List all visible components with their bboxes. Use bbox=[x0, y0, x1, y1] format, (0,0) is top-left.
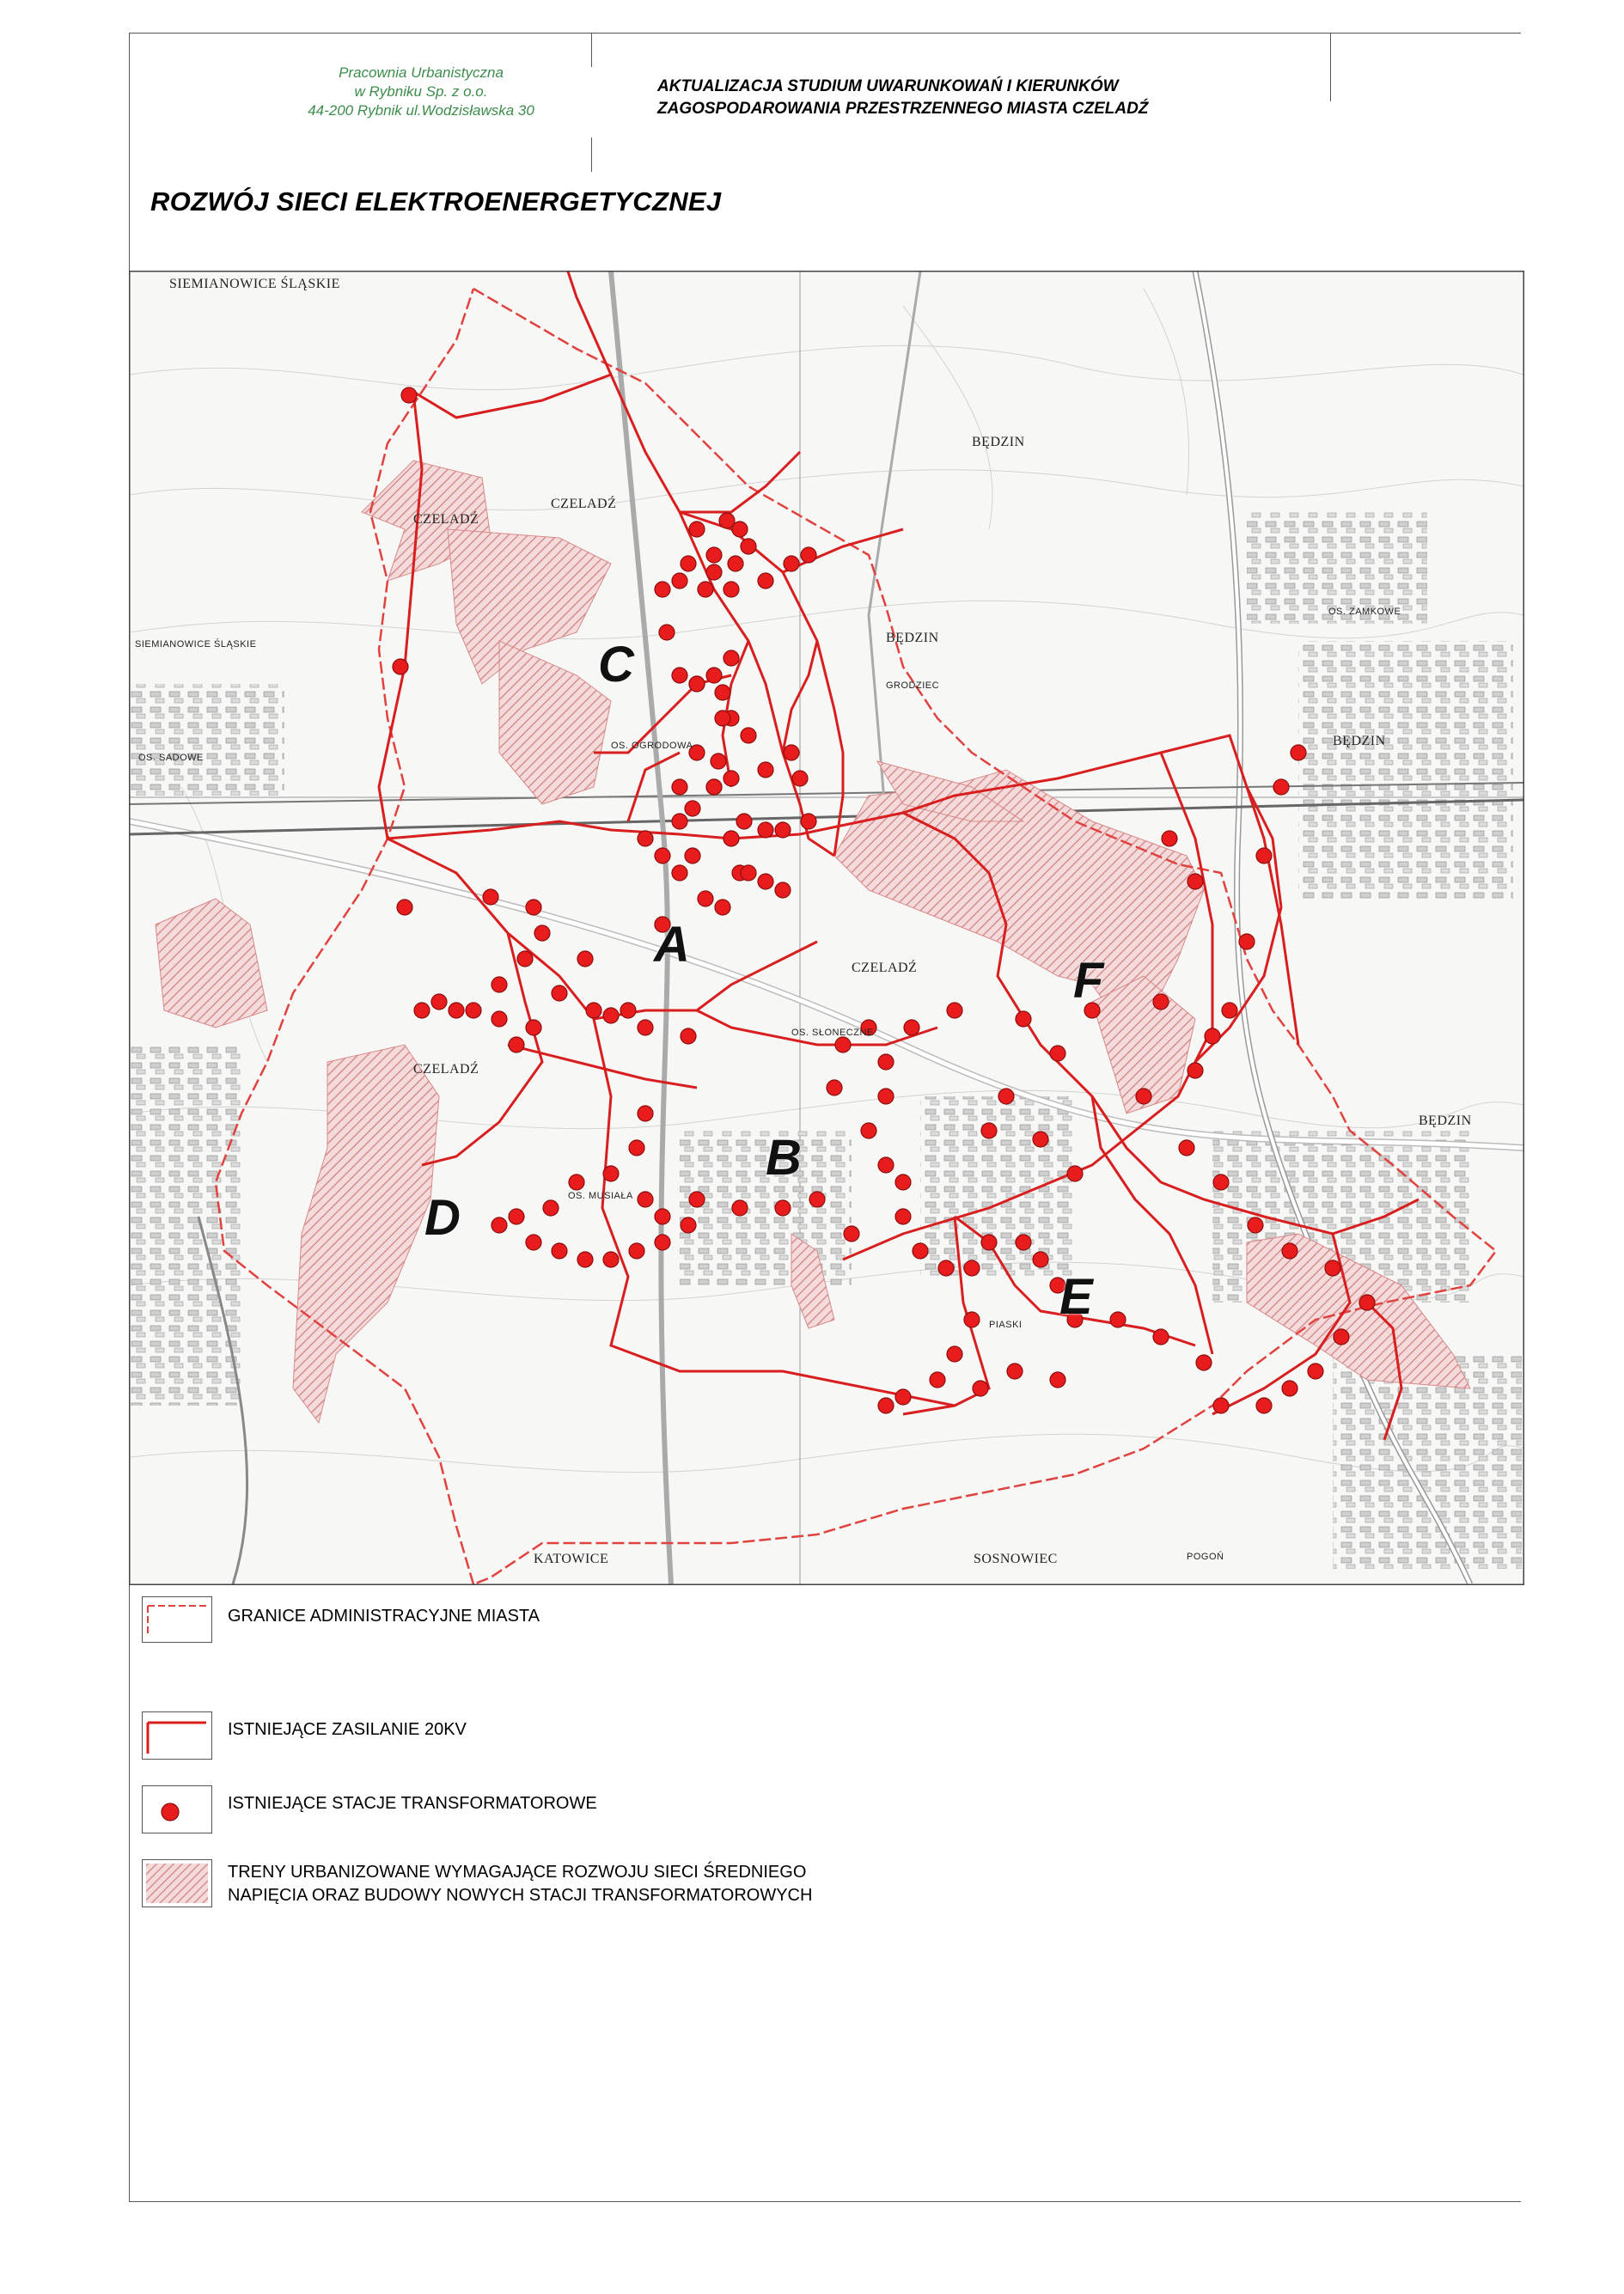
transformer-station bbox=[1248, 1217, 1263, 1233]
transformer-station bbox=[1256, 1398, 1272, 1413]
company-line-1: Pracownia Urbanistyczna bbox=[339, 64, 504, 81]
transformer-station bbox=[1205, 1028, 1220, 1044]
transformer-station bbox=[1273, 779, 1289, 795]
transformer-station bbox=[913, 1243, 928, 1259]
transformer-station bbox=[491, 1217, 507, 1233]
transformer-station bbox=[672, 668, 687, 683]
transformer-station bbox=[784, 745, 799, 760]
transformer-station bbox=[577, 1252, 593, 1267]
transformer-station bbox=[681, 1028, 696, 1044]
place-label: BĘDZIN bbox=[972, 435, 1025, 449]
transformer-station bbox=[732, 522, 748, 537]
transformer-station bbox=[685, 848, 700, 863]
place-label: CZELADŹ bbox=[852, 961, 918, 975]
transformer-station bbox=[1308, 1364, 1323, 1379]
legend-label-line-1: TRENY URBANIZOWANE WYMAGAJĄCE ROZWOJU SIECI ŚREDNIEGO bbox=[228, 1863, 807, 1882]
transformer-station bbox=[1359, 1295, 1375, 1310]
transformer-station bbox=[603, 1166, 619, 1181]
header-divider-1 bbox=[591, 33, 592, 67]
transformer-station bbox=[861, 1123, 876, 1138]
transformer-station bbox=[552, 1243, 567, 1259]
transformer-station bbox=[728, 556, 743, 571]
header-divider-2 bbox=[591, 137, 592, 172]
transformer-station bbox=[638, 1192, 653, 1207]
transformer-station bbox=[1291, 745, 1306, 760]
legend-label-line-2: NAPIĘCIA ORAZ BUDOWY NOWYCH STACJI TRANSFORMATOROWYCH bbox=[228, 1886, 813, 1905]
transformer-station bbox=[509, 1209, 524, 1224]
transformer-station bbox=[1213, 1174, 1229, 1190]
transformer-station bbox=[517, 951, 533, 967]
transformer-station bbox=[659, 625, 675, 640]
transformer-station bbox=[706, 668, 722, 683]
transformer-station bbox=[483, 889, 498, 905]
legend-label: ISTNIEJĄCE STACJE TRANSFORMATOROWE bbox=[228, 1794, 597, 1813]
transformer-station bbox=[1033, 1252, 1048, 1267]
transformer-station bbox=[401, 387, 417, 403]
transformer-station bbox=[603, 1252, 619, 1267]
transformer-station bbox=[1213, 1398, 1229, 1413]
place-label: KATOWICE bbox=[534, 1552, 609, 1566]
transformer-station bbox=[672, 865, 687, 881]
transformer-station bbox=[758, 822, 773, 838]
transformer-station bbox=[672, 814, 687, 829]
transformer-station bbox=[1050, 1372, 1065, 1388]
company-line-3: 44-200 Rybnik ul.Wodzisławska 30 bbox=[308, 102, 534, 119]
transformer-station bbox=[689, 522, 705, 537]
transformer-station bbox=[706, 547, 722, 563]
transformer-station bbox=[706, 779, 722, 795]
zone-letter: F bbox=[1073, 953, 1104, 1009]
transformer-station bbox=[1110, 1312, 1126, 1327]
transformer-station bbox=[1050, 1046, 1065, 1061]
transformer-station bbox=[895, 1389, 911, 1405]
transformer-station bbox=[638, 1106, 653, 1121]
transformer-station bbox=[543, 1200, 559, 1216]
transformer-station bbox=[895, 1209, 911, 1224]
transformer-station bbox=[1033, 1132, 1048, 1147]
transformer-station bbox=[801, 547, 816, 563]
transformer-station bbox=[715, 685, 730, 700]
transformer-station bbox=[715, 900, 730, 915]
transformer-station bbox=[792, 771, 808, 786]
district-label: PIASKI bbox=[989, 1320, 1023, 1330]
transformer-station bbox=[526, 1235, 541, 1250]
legend-label: GRANICE ADMINISTRACYJNE MIASTA bbox=[228, 1607, 540, 1626]
transformer-station bbox=[586, 1003, 601, 1018]
transformer-station bbox=[998, 1089, 1014, 1104]
transformer-station bbox=[784, 556, 799, 571]
transformer-station bbox=[1282, 1243, 1297, 1259]
roads bbox=[130, 271, 1523, 1584]
map-drawing bbox=[130, 271, 1523, 1584]
transformer-station bbox=[685, 801, 700, 816]
transformer-station bbox=[638, 831, 653, 846]
transformer-station bbox=[672, 573, 687, 589]
transformer-station bbox=[672, 779, 687, 795]
zone-letter: B bbox=[766, 1130, 802, 1186]
district-label: OS. OGRODOWA bbox=[611, 741, 693, 751]
zone-letter: D bbox=[424, 1190, 461, 1246]
transformer-station bbox=[509, 1037, 524, 1052]
transformer-station bbox=[689, 676, 705, 692]
transformer-station bbox=[736, 814, 752, 829]
transformer-station bbox=[938, 1260, 954, 1276]
transformer-station bbox=[1153, 1329, 1169, 1345]
transformer-station bbox=[1325, 1260, 1340, 1276]
company-info bbox=[284, 64, 559, 120]
map-panel bbox=[129, 271, 1524, 1585]
transformer-station bbox=[895, 1174, 911, 1190]
transformer-station bbox=[1007, 1364, 1023, 1379]
transformer-station bbox=[1282, 1381, 1297, 1396]
transformer-station bbox=[681, 1217, 696, 1233]
project-line-2: ZAGOSPODAROWANIA PRZESTRZENNEGO MIASTA CZELADŹ bbox=[657, 100, 1149, 118]
transformer-station bbox=[930, 1372, 945, 1388]
transformer-station bbox=[981, 1123, 997, 1138]
transformer-station bbox=[698, 891, 713, 906]
place-label: CZELADŹ bbox=[413, 1062, 479, 1077]
transformer-station bbox=[526, 900, 541, 915]
transformer-station bbox=[1187, 874, 1203, 889]
company-line-2: w Rybniku Sp. z o.o. bbox=[354, 83, 488, 100]
transformer-station bbox=[1016, 1235, 1031, 1250]
transformer-station bbox=[569, 1174, 584, 1190]
transformer-station bbox=[1016, 1011, 1031, 1027]
transformer-station bbox=[801, 814, 816, 829]
transformer-station bbox=[715, 711, 730, 726]
transformer-station bbox=[603, 1008, 619, 1023]
transformer-station bbox=[552, 985, 567, 1001]
zone-letter: A bbox=[654, 917, 690, 973]
transformer-station bbox=[964, 1312, 980, 1327]
transformer-station bbox=[638, 1020, 653, 1035]
grid-lines bbox=[130, 271, 1523, 1584]
transformer-station bbox=[723, 650, 739, 666]
transformer-station bbox=[723, 582, 739, 597]
transformer-station bbox=[491, 977, 507, 992]
legend-swatch-stations bbox=[142, 1785, 212, 1833]
transformer-station bbox=[878, 1054, 894, 1070]
transformer-station bbox=[878, 1089, 894, 1104]
place-label: SOSNOWIEC bbox=[974, 1552, 1058, 1566]
transformer-station bbox=[449, 1003, 464, 1018]
transformer-station bbox=[732, 1200, 748, 1216]
transformer-station bbox=[706, 564, 722, 580]
transformer-station bbox=[526, 1020, 541, 1035]
transformer-station bbox=[723, 831, 739, 846]
transformer-station bbox=[698, 582, 713, 597]
project-title bbox=[657, 76, 1328, 120]
place-label: SIEMIANOWICE ŚLĄSKIE bbox=[135, 639, 257, 650]
transformer-station bbox=[397, 900, 412, 915]
district-label: POGOŃ bbox=[1187, 1552, 1224, 1562]
transformer-station bbox=[1187, 1063, 1203, 1078]
district-label: OS. SŁONECZNE bbox=[791, 1028, 874, 1038]
transformer-station bbox=[466, 1003, 481, 1018]
transformer-station bbox=[947, 1346, 962, 1362]
transformer-station bbox=[1179, 1140, 1194, 1156]
place-label: BĘDZIN bbox=[1419, 1113, 1472, 1128]
sheet-top-border bbox=[129, 33, 1521, 34]
transformer-station bbox=[844, 1226, 859, 1242]
transformer-station bbox=[1239, 934, 1255, 949]
transformer-station bbox=[431, 994, 447, 1010]
transformer-station bbox=[629, 1140, 644, 1156]
transformer-station bbox=[741, 728, 756, 743]
transformer-station bbox=[904, 1020, 919, 1035]
transformer-station bbox=[1162, 831, 1177, 846]
transformer-station bbox=[758, 573, 773, 589]
transformer-station bbox=[775, 822, 791, 838]
legend-swatch-network bbox=[142, 1711, 212, 1760]
transformer-station bbox=[775, 1200, 791, 1216]
transformer-station bbox=[878, 1398, 894, 1413]
transformer-station bbox=[964, 1260, 980, 1276]
transformer-station bbox=[1136, 1089, 1151, 1104]
legend-swatch-boundary bbox=[142, 1596, 212, 1643]
transformer-station bbox=[655, 848, 670, 863]
transformer-station bbox=[577, 951, 593, 967]
district-label: OS. SADOWE bbox=[138, 753, 204, 763]
transformer-station bbox=[491, 1011, 507, 1027]
legend-label bbox=[228, 1861, 812, 1907]
transformer-station bbox=[1067, 1166, 1083, 1181]
place-label: CZELADŹ bbox=[413, 512, 479, 527]
transformer-station bbox=[741, 865, 756, 881]
district-label: GRODZIEC bbox=[886, 680, 940, 691]
transformer-station bbox=[947, 1003, 962, 1018]
transformer-station bbox=[393, 659, 408, 674]
transformer-station bbox=[655, 1235, 670, 1250]
transformer-station bbox=[758, 762, 773, 778]
place-label: SIEMIANOWICE ŚLĄSKIE bbox=[169, 277, 340, 291]
sheet-bottom-border bbox=[129, 2201, 1521, 2202]
district-label: OS. MUSIAŁA bbox=[568, 1191, 633, 1201]
transformer-station bbox=[1196, 1355, 1212, 1370]
transformer-station bbox=[809, 1192, 825, 1207]
transformer-station bbox=[629, 1243, 644, 1259]
transformer-station bbox=[711, 753, 726, 769]
transformer-station bbox=[681, 556, 696, 571]
transformer-station bbox=[414, 1003, 430, 1018]
transformer-station bbox=[1334, 1329, 1349, 1345]
zone-letter: C bbox=[598, 637, 634, 692]
transformer-station bbox=[973, 1381, 988, 1396]
transformer-station bbox=[741, 539, 756, 554]
transformer-station bbox=[835, 1037, 851, 1052]
place-label: CZELADŹ bbox=[551, 497, 617, 511]
transformer-station bbox=[878, 1157, 894, 1173]
map-title: ROZWÓJ SIECI ELEKTROENERGETYCZNEJ bbox=[150, 186, 722, 217]
transformer-station bbox=[1256, 848, 1272, 863]
transformer-station bbox=[689, 1192, 705, 1207]
header-divider-3 bbox=[1330, 33, 1331, 101]
transformer-station bbox=[758, 874, 773, 889]
transformer-station bbox=[1222, 1003, 1237, 1018]
transformer-station bbox=[655, 582, 670, 597]
place-label: BĘDZIN bbox=[886, 631, 939, 645]
legend-swatch-urbanizing bbox=[142, 1859, 212, 1907]
district-label: OS. ZAMKOWE bbox=[1328, 607, 1401, 617]
transformer-station bbox=[655, 1209, 670, 1224]
transformer-station bbox=[723, 771, 739, 786]
transformer-station bbox=[620, 1003, 636, 1018]
legend-label: ISTNIEJĄCE ZASILANIE 20KV bbox=[228, 1720, 467, 1739]
transformer-station bbox=[981, 1235, 997, 1250]
transformer-station bbox=[775, 882, 791, 898]
transformer-station bbox=[827, 1080, 842, 1095]
place-label: BĘDZIN bbox=[1333, 734, 1386, 748]
transformer-station bbox=[1153, 994, 1169, 1010]
project-line-1: AKTUALIZACJA STUDIUM UWARUNKOWAŃ I KIERUNKÓW bbox=[657, 77, 1119, 95]
zone-letter: E bbox=[1059, 1269, 1093, 1325]
transformer-station bbox=[534, 925, 550, 941]
